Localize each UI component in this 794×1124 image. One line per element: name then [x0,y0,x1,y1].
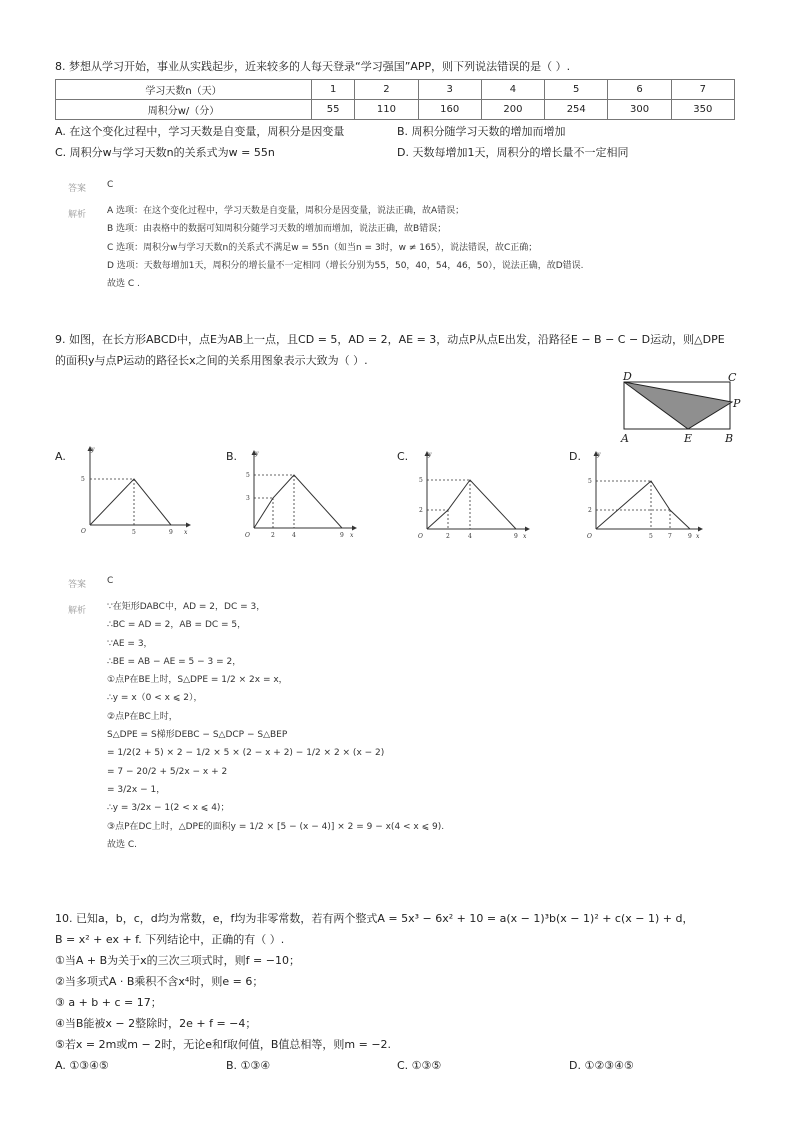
y-tick-label: 5 [588,478,592,485]
q10-line: ③ a + b + c = 17； [55,996,162,1009]
x-tick-label: 9 [688,533,692,540]
x-tick-label: 2 [446,533,450,540]
q10-line: ④当B能被x − 2整除时，2e + f = −4； [55,1017,257,1030]
y-tick-label: 5 [246,472,250,479]
analysis-line: B 选项：由表格中的数据可知周积分随学习天数的增加而增加，说法正确，故B错误； [107,224,447,235]
x-tick-label: 7 [668,533,672,540]
analysis-line: = 7 − 20/2 + 5/2x − x + 2 [107,766,228,777]
graph-line [596,481,690,529]
analysis-line: ∴y = x（0 < x ⩽ 2）， [107,693,203,704]
q9-answer: C [107,576,114,586]
graph-b-option: B. [226,450,238,463]
table-row [56,100,735,120]
x-tick-label: 9 [340,532,344,539]
x-tick-label: 4 [292,532,296,539]
x-axis-label: x [696,533,700,540]
origin-label: O [587,533,592,540]
x-tick-label: 9 [514,533,518,540]
y-tick-label: 2 [419,507,423,514]
analysis-line: ∵在矩形DABC中，AD = 2，DC = 3， [107,602,266,612]
q10-option-c: C. ①③⑤ [397,1059,442,1072]
x-tick-label: 9 [169,529,173,536]
graph-d-option: D. [569,450,581,463]
table-cell: 2 [355,80,418,100]
q8-analysis-label: 解析 [68,210,87,220]
table-cell: 160 [418,100,481,120]
graph-a [68,442,193,542]
table-header-score: 周积分w/（分） [56,100,312,120]
rectangle-figure [612,368,747,446]
label-a: A [621,432,629,445]
q9-stem-line2: 的面积y与点P运动的路径长x之间的关系用图象表示大致为（ ）. [55,354,368,367]
q8-answer-label: 答案 [68,184,87,194]
y-axis-label: y [91,446,95,453]
x-tick-label: 2 [271,532,275,539]
q9-stem-line1: 9. 如图，在长方形ABCD中，点E为AB上一点，且CD = 5，AD = 2，AE = 3，动点P从点E出发，沿路径E − B − C − D运动，则△DPE [55,333,725,346]
analysis-line: ∵AE = 3， [107,638,153,649]
analysis-line: ①点P在BE上时，S△DPE = 1/2 × 2x = x， [107,675,288,686]
q10-line: ①当A + B为关于x的三次三项式时，则f = −10； [55,954,300,967]
origin-label: O [81,528,86,535]
x-tick-label: 5 [132,529,136,536]
table-cell: 350 [671,100,734,120]
analysis-line: D 选项：天数每增加1天，周积分的增长量不一定相同（增长分别为55，50，40，54，46，50），说法正确，故D错误. [107,260,584,271]
x-axis-label: x [184,529,188,536]
analysis-line: A 选项：在这个变化过程中，学习天数是自变量，周积分是因变量，说法正确，故A错误； [107,206,465,216]
table-cell: 5 [545,80,608,100]
q10-option-a: A. ①③④⑤ [55,1059,109,1072]
x-axis-arrow-icon [698,527,703,532]
q8-option-d: D. 天数每增加1天，周积分的增长量不一定相同 [397,146,629,159]
table-cell: 6 [608,80,671,100]
graph-line [427,480,516,529]
table-cell: 110 [355,100,418,120]
q8-option-c: C. 周积分w与学习天数n的关系式为w = 55n [55,146,275,159]
y-axis-label: y [428,451,432,458]
table-cell: 7 [671,80,734,100]
x-tick-label: 5 [649,533,653,540]
analysis-line: ∴y = 3/2x − 1(2 < x ⩽ 4)； [107,803,230,814]
table-cell: 1 [312,80,355,100]
q9-analysis-label: 解析 [68,606,87,616]
table-cell: 4 [481,80,544,100]
graph-line [90,479,171,525]
label-p: P [733,397,741,410]
q8-answer: C [107,180,114,190]
analysis-line: = 1/2(2 + 5) × 2 − 1/2 × 5 × (2 − x + 2) − 1/2 × 2 × (x − 2) [107,748,385,759]
label-d: D [623,370,632,383]
origin-label: O [245,532,250,539]
analysis-line: ∴BE = AB − AE = 5 − 3 = 2， [107,656,242,667]
q8-option-a: A. 在这个变化过程中，学习天数是自变量，周积分是因变量 [55,125,345,138]
table-cell: 55 [312,100,355,120]
x-axis-arrow-icon [186,523,191,528]
graph-line [254,475,342,528]
label-c: C [728,371,737,384]
table-row [56,80,735,100]
graph-b [238,446,363,546]
analysis-line: = 3/2x − 1， [107,784,166,795]
x-axis-label: x [350,532,354,539]
table-header-days: 学习天数n（天） [56,80,312,100]
q8-stem: 8. 梦想从学习开始，事业从实践起步，近来较多的人每天登录“学习强国”APP，则下列说法错误的是（ ）. [55,60,571,73]
table-cell: 200 [481,100,544,120]
analysis-line: 故选 C . [107,279,140,290]
triangle-dpe [624,382,732,429]
table-cell: 254 [545,100,608,120]
q10-stem [55,911,755,1058]
analysis-line: C 选项：周积分w与学习天数n的关系式不满足w = 55n（如当n = 3时，w ≠ 165），说法错误，故C正确； [107,242,538,253]
q8-option-b: B. 周积分随学习天数的增加而增加 [397,125,566,138]
y-tick-label: 5 [81,476,85,483]
analysis-line: ②点P在BC上时， [107,711,178,722]
y-axis-label: y [255,450,259,457]
x-axis-label: x [523,533,527,540]
q8-table [55,79,735,120]
analysis-line: ③点P在DC上时，△DPE的面积y = 1/2 × [5 − (x − 4)] × 2 = 9 − x(4 < x ⩽ 9). [107,821,445,832]
label-e: E [684,432,693,445]
y-tick-label: 3 [246,495,250,502]
q10-line: B = x² + ex + f. 下列结论中，正确的有（ ）. [55,933,285,946]
q10-option-b: B. ①③④ [226,1059,271,1072]
table-cell: 3 [418,80,481,100]
q10-line: ②当多项式A · B乘积不含x⁴时，则e = 6； [55,975,264,988]
q10-line: 10. 已知a，b，c，d均为常数，e，f均为非零常数，若有两个整式A = 5x³ − 6x² + 10 = a(x − 1)³b(x − 1)² + c(x − 1) + d， [55,912,694,925]
x-axis-arrow-icon [525,527,530,532]
y-tick-label: 5 [419,477,423,484]
y-tick-label: 2 [588,507,592,514]
x-tick-label: 4 [468,533,472,540]
table-cell: 300 [608,100,671,120]
analysis-line: 故选 C. [107,839,138,850]
x-axis-arrow-icon [352,526,357,531]
q10-line: ⑤若x = 2m或m − 2时，无论e和f取何值，B值总相等，则m = −2. [55,1038,392,1051]
label-b: B [725,432,734,445]
graph-a-option: A. [55,450,66,463]
origin-label: O [418,533,423,540]
q10-option-d: D. ①②③④⑤ [569,1059,634,1072]
graph-d [580,446,715,546]
analysis-line: S△DPE = S梯形DEBC − S△DCP − S△BEP [107,730,288,741]
y-axis-label: y [597,451,601,458]
graph-c [410,446,535,546]
analysis-line: ∴BC = AD = 2，AB = DC = 5， [107,620,247,631]
q8-analysis [107,202,747,293]
q9-analysis [107,598,747,854]
q9-answer-label: 答案 [68,580,87,590]
graph-c-option: C. [397,450,409,463]
